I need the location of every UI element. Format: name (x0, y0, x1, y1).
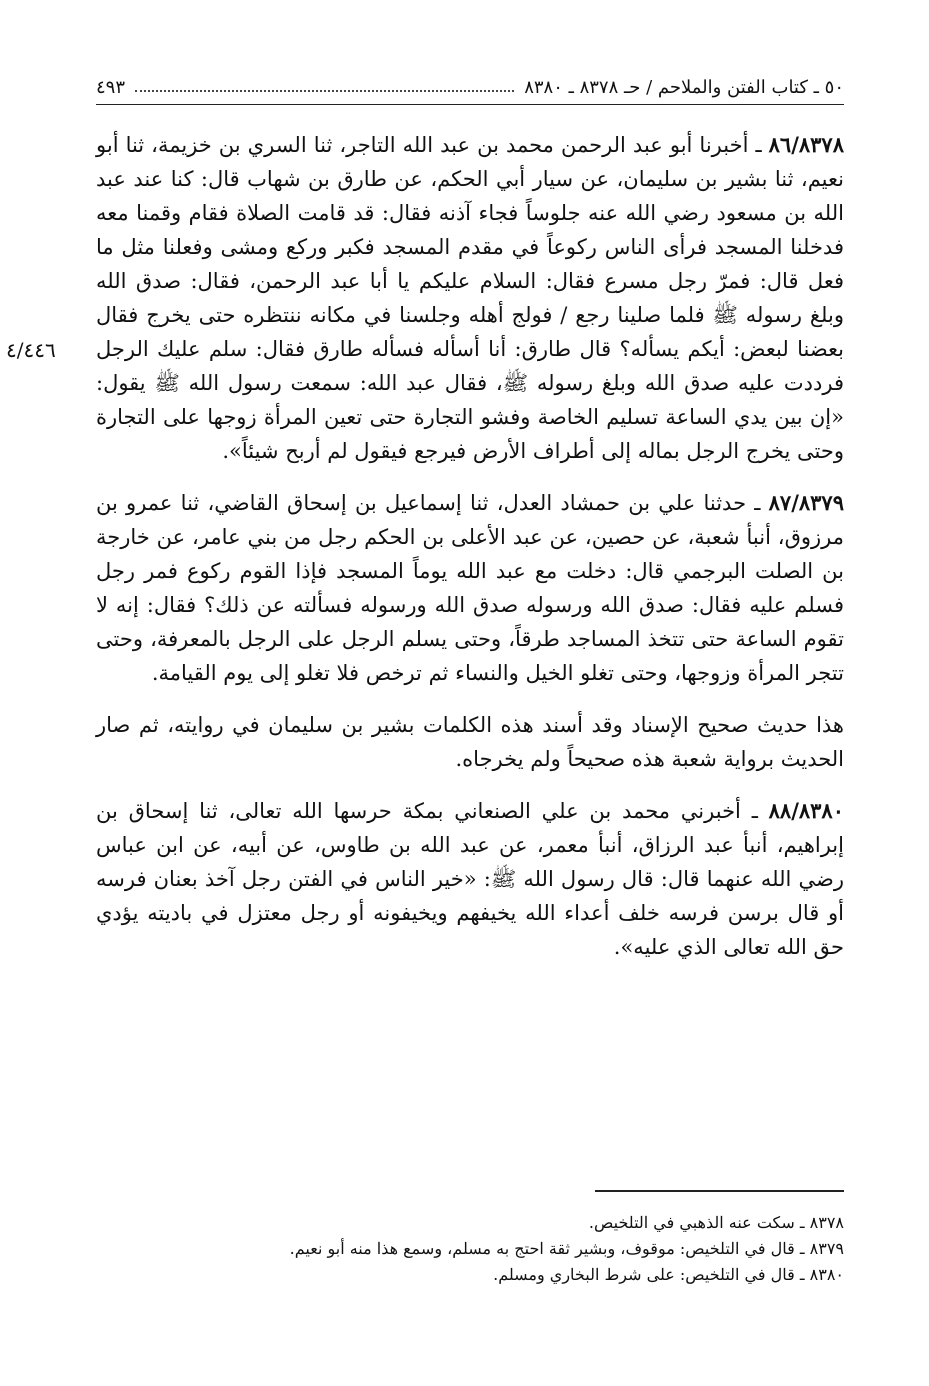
hadith-paragraph (96, 794, 844, 964)
hadith-text: ـ أخبرنا أبو عبد الرحمن محمد بن عبد الله التاجر، ثنا السري بن خزيمة، ثنا أبو نعيم، ثنا بشير بن سليمان، عن سيار أبي الحكم، عن طارق بن شهاب قال: كنا عند عبد الله بن مسعود رضي الله عنه جلوساً فجاء آذنه فقال: قد قامت الصلاة فقام وقمنا معه فدخلنا المسجد فرأى الناس ركوعاً في مقدم المسجد فكبر وركع ومشى وفعلنا مثل ما فعل قال: فمرّ رجل مسرع فقال: السلام عليكم يا أبا عبد الرحمن، فقال: صدق الله وبلغ رسوله ﷺ فلما صلينا رجع / فولج أهله وجلسنا في مكانه ننتظره حتى يخرج فقال بعضنا لبعض: أيكم يسأله؟ قال طارق: أنا أسأله فسأله طارق فقال: سلم عليك الرجل فرددت عليه صدق الله وبلغ رسوله ﷺ، فقال عبد الله: سمعت رسول الله ﷺ يقول: «إن بين يدي الساعة تسليم الخاصة وفشو التجارة حتى تعين المرأة زوجها على التجارة وحتى يخرج الرجل بماله إلى أطراف الأرض فيرجع فيقول لم أربح شيئاً». (96, 133, 844, 463)
hadith-number: ٨٦/٨٣٧٨ (768, 132, 844, 157)
commentary-text: هذا حديث صحيح الإسناد وقد أسند هذه الكلمات بشير بن سليمان في روايته، ثم صار الحديث برواية شعبة هذه صحيحاً ولم يخرجاه. (96, 713, 844, 771)
main-text (96, 128, 844, 964)
hadith-paragraph (96, 128, 844, 468)
hadith-number: ٨٨/٨٣٨٠ (768, 798, 844, 823)
footnote-divider (595, 1190, 844, 1192)
footnote: ٨٣٧٩ ـ قال في التلخيص: موقوف، وبشير ثقة احتج به مسلم، وسمع هذا منه أبو نعيم. (289, 1239, 844, 1258)
hadith-text: ـ أخبرني محمد بن علي الصنعاني بمكة حرسها الله تعالى، ثنا إسحاق بن إبراهيم، أنبأ عبد الرزاق، أنبأ معمر، عن عبد الله بن طاوس، عن أبيه، عن ابن عباس رضي الله عنهما قال: قال رسول الله ﷺ: «خير الناس في الفتن رجل آخذ بعنان فرسه أو قال برسن فرسه خلف أعداء الله يخيفهم ويخيفونه أو رجل معتزل في باديته يؤدي حق الله تعالى الذي عليه». (96, 799, 845, 959)
commentary-paragraph (96, 708, 844, 776)
footnote: ٨٣٨٠ ـ قال في التلخيص: على شرط البخاري ومسلم. (493, 1265, 844, 1284)
hadith-paragraph (96, 486, 844, 690)
header-title: ٥٠ ـ كتاب الفتن والملاحم / حـ ٨٣٧٨ ـ ٨٣٨٠ (524, 77, 844, 98)
margin-reference: ٤/٤٤٦ (6, 338, 56, 362)
header-dot-leader (135, 90, 514, 92)
hadith-number: ٨٧/٨٣٧٩ (768, 490, 844, 515)
footnotes (96, 1210, 844, 1288)
hadith-text: ـ حدثنا علي بن حمشاد العدل، ثنا إسماعيل بن إسحاق القاضي، ثنا عمرو بن مرزوق، أنبأ شعبة، عن حصين، عن عبد الأعلى بن الحكم رجل من بني عامر، عن خارجة بن الصلت البرجمي قال: دخلت مع عبد الله يوماً المسجد فإذا القوم ركوع فمر رجل فسلم عليه فقال: صدق الله ورسوله صدق الله ورسوله فسألته عن ذلك؟ فقال: إنه لا تقوم الساعة حتى تتخذ المساجد طرقاً، وحتى يسلم الرجل على الرجل بالمعرفة، وحتى تتجر المرأة وزوجها، وحتى تغلو الخيل والنساء ثم ترخص فلا تغلو إلى يوم القيامة. (96, 491, 844, 685)
footnote: ٨٣٧٨ ـ سكت عنه الذهبي في التلخيص. (588, 1213, 844, 1232)
page-number: ٤٩٣ (96, 77, 126, 98)
running-header (96, 64, 844, 105)
